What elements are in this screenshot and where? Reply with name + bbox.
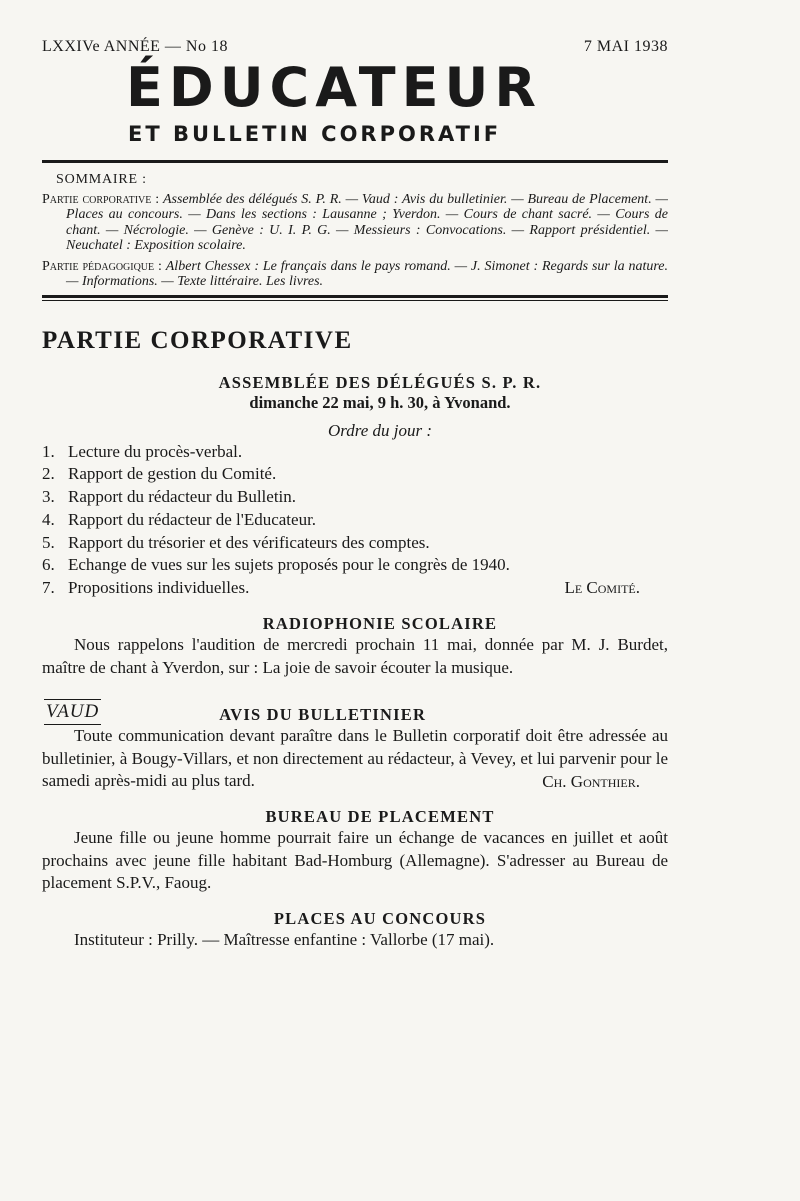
- agenda-item: 4. Rapport du rédacteur de l'Educateur.: [42, 509, 317, 529]
- agenda-item: 1. Lecture du procès-verbal.: [42, 441, 243, 461]
- bureau-heading: BUREAU DE PLACEMENT: [265, 807, 495, 827]
- agenda-item: 5. Rapport du trésorier et des vérificateurs des comptes.: [42, 532, 430, 552]
- divider: [42, 160, 668, 163]
- journal-page: [42, 38, 668, 951]
- divider: [42, 300, 668, 301]
- assemblee-date: dimanche 22 mai, 9 h. 30, à Yvonand.: [249, 392, 511, 412]
- bureau-text: Jeune fille ou jeune homme pourrait faire un échange de vacances en juillet et août prochains avec jeune fille habitant Bad-Homburg (Allemagne). S'adresser au Bureau de placement S.P.V., Faoug.: [42, 828, 668, 893]
- places-heading: PLACES AU CONCOURS: [273, 908, 487, 928]
- agenda-item: 3. Rapport du rédacteur du Bulletin.: [42, 487, 297, 507]
- sommaire-label: SOMMAIRE :: [56, 172, 147, 187]
- corporative-items: Assemblée des délégués S. P. R. — Vaud : Avis du bulletinier. — Bureau de Placement. — Places au concours. — Dans les sections : Lausanne ; Yverdon. — Cours de chant sacré. — Cours de chant. — Nécrologie. — Genève : U. I. P. G. — Messieurs : Convocations. — Rapport présidentiel. — Neuchatel : Exposition scolaire.: [66, 191, 668, 253]
- masthead-info: [42, 38, 668, 56]
- journal-title: ÉDUCATEUR: [126, 56, 542, 119]
- section-title: PARTIE CORPORATIVE: [42, 326, 353, 354]
- agenda-item: 2. Rapport de gestion du Comité.: [42, 464, 277, 484]
- gonthier-signature: Ch. Gonthier.: [542, 771, 640, 791]
- vaud-header: [42, 699, 668, 725]
- table-of-contents: [42, 172, 668, 290]
- pedagogique-label: Partie pédagogique :: [42, 258, 162, 274]
- agenda-item: 7. Propositions individuelles. Le Comité.: [42, 577, 668, 600]
- journal-subtitle: ET BULLETIN CORPORATIF: [128, 122, 502, 146]
- corporative-label: Partie corporative :: [42, 191, 160, 207]
- radio-text: Nous rappelons l'audition de mercredi prochain 11 mai, donnée par M. J. Burdet, maître de chant à Yverdon, sur : La joie de savoir écouter la musique.: [42, 635, 668, 677]
- places-section: [42, 909, 668, 952]
- sommaire-pedagogique: [42, 259, 668, 290]
- pedagogique-items: Albert Chessex : Le français dans le pays romand. — J. Simonet : Regards sur la nature. — Informations. — Texte littéraire. Les livres.: [66, 258, 668, 289]
- assemblee-heading: ASSEMBLÉE DES DÉLÉGUÉS S. P. R.: [218, 372, 542, 392]
- issue-date: 7 MAI 1938: [583, 38, 668, 55]
- vaud-heading: AVIS DU BULLETINIER: [219, 705, 427, 725]
- agenda-item: 6. Echange de vues sur les sujets proposés pour le congrès de 1940.: [42, 555, 510, 575]
- sommaire-corporative: [42, 192, 668, 254]
- radio-heading: RADIOPHONIE SCOLAIRE: [262, 614, 498, 634]
- comite-signature: Le Comité.: [564, 578, 640, 598]
- issue-number: LXXIVe ANNÉE — No 18: [42, 38, 228, 55]
- divider: [42, 295, 668, 298]
- places-text: Instituteur : Prilly. — Maîtresse enfantine : Vallorbe (17 mai).: [74, 929, 495, 949]
- assemblee-section: [42, 373, 668, 601]
- vaud-label: VAUD: [44, 699, 101, 725]
- vaud-section: [42, 725, 668, 793]
- radio-section: [42, 614, 668, 679]
- bureau-section: [42, 807, 668, 895]
- vaud-text: Toute communication devant paraître dans le Bulletin corporatif doit être adressée au bulletinier, à Bougy-Villars, et non directement au rédacteur, à Vevey, et lui parvenir pour le samedi après-midi au plus tard.: [42, 726, 668, 791]
- agenda-list: [42, 441, 668, 601]
- ordre-du-jour: Ordre du jour :: [327, 420, 433, 440]
